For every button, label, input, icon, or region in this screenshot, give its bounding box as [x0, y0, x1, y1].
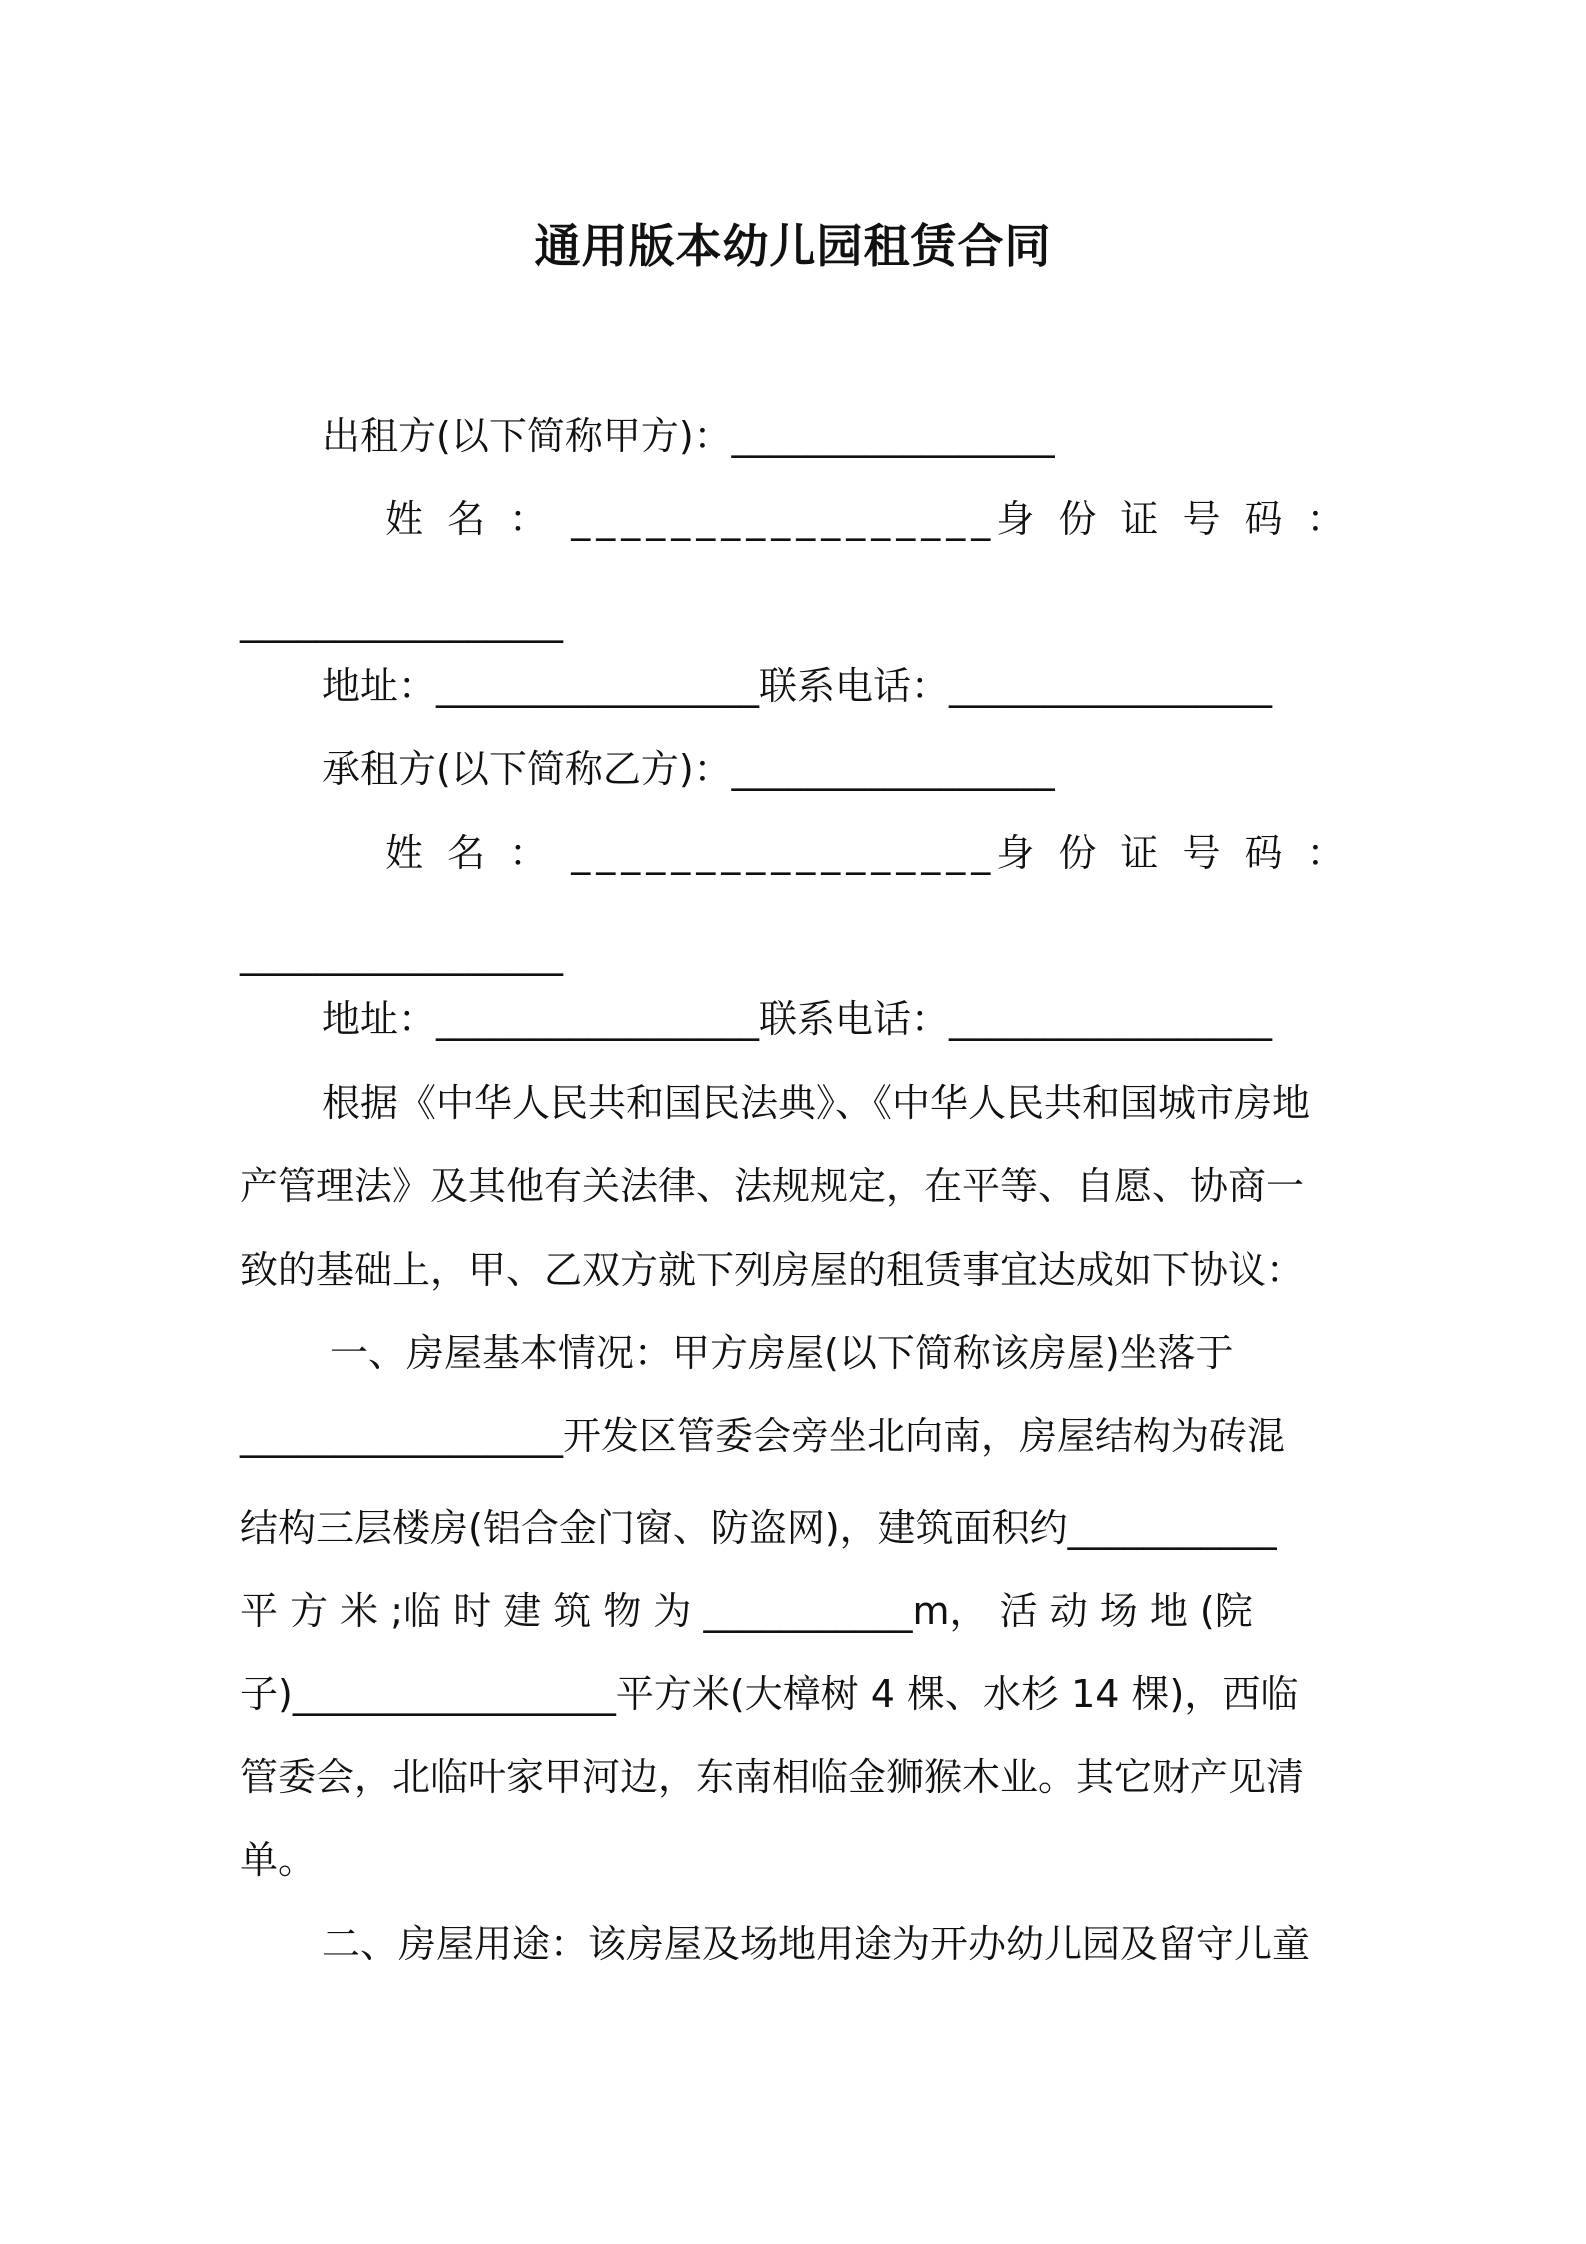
lessee-id-blank: _________________: [240, 932, 563, 976]
article-1-line-5: 子)_________________平方米(大樟树 4 棵、水杉 14 棵)，西临: [240, 1672, 1299, 1716]
article-1-line-7: 单。: [240, 1838, 317, 1882]
lessor-id-blank: _________________: [240, 599, 563, 643]
lessee-line: 承租方(以下简称乙方)：_________________: [322, 747, 1055, 791]
lessor-address-line: 地址：_________________联系电话：_________________: [322, 664, 1273, 708]
lessee-name-line: 姓 名 ： _________________身 份 证 号 码 ：: [385, 831, 1351, 875]
intro-line-1: 根据《中华人民共和国民法典》、《中华人民共和国城市房地: [322, 1081, 1311, 1125]
document-title: 通用版本幼儿园租赁合同: [534, 219, 1052, 273]
intro-line-2: 产管理法》及其他有关法律、法规规定，在平等、自愿、协商一: [240, 1164, 1305, 1208]
article-1-line-1: 一、房屋基本情况：甲方房屋(以下简称该房屋)坐落于: [330, 1331, 1234, 1375]
intro-line-3: 致的基础上，甲、乙双方就下列房屋的租赁事宜达成如下协议：: [240, 1248, 1305, 1292]
article-2-line-1: 二、房屋用途：该房屋及场地用途为开办幼儿园及留守儿童: [322, 1922, 1311, 1966]
article-1-line-4: 平 方 米 ;临 时 建 筑 物 为 ___________m， 活 动 场 地 (院: [240, 1589, 1253, 1633]
article-1-line-3: 结构三层楼房(铝合金门窗、防盗网)，建筑面积约___________: [240, 1506, 1277, 1550]
lessee-address-line: 地址：_________________联系电话：_________________: [322, 997, 1273, 1041]
lessor-line: 出租方(以下简称甲方)：_________________: [322, 414, 1055, 458]
lessor-name-line: 姓 名 ： _________________身 份 证 号 码 ：: [385, 497, 1351, 541]
article-1-line-6: 管委会，北临叶家甲河边，东南相临金狮猴木业。其它财产见清: [240, 1755, 1305, 1799]
article-1-line-2: _________________开发区管委会旁坐北向南，房屋结构为砖混: [240, 1414, 1286, 1458]
